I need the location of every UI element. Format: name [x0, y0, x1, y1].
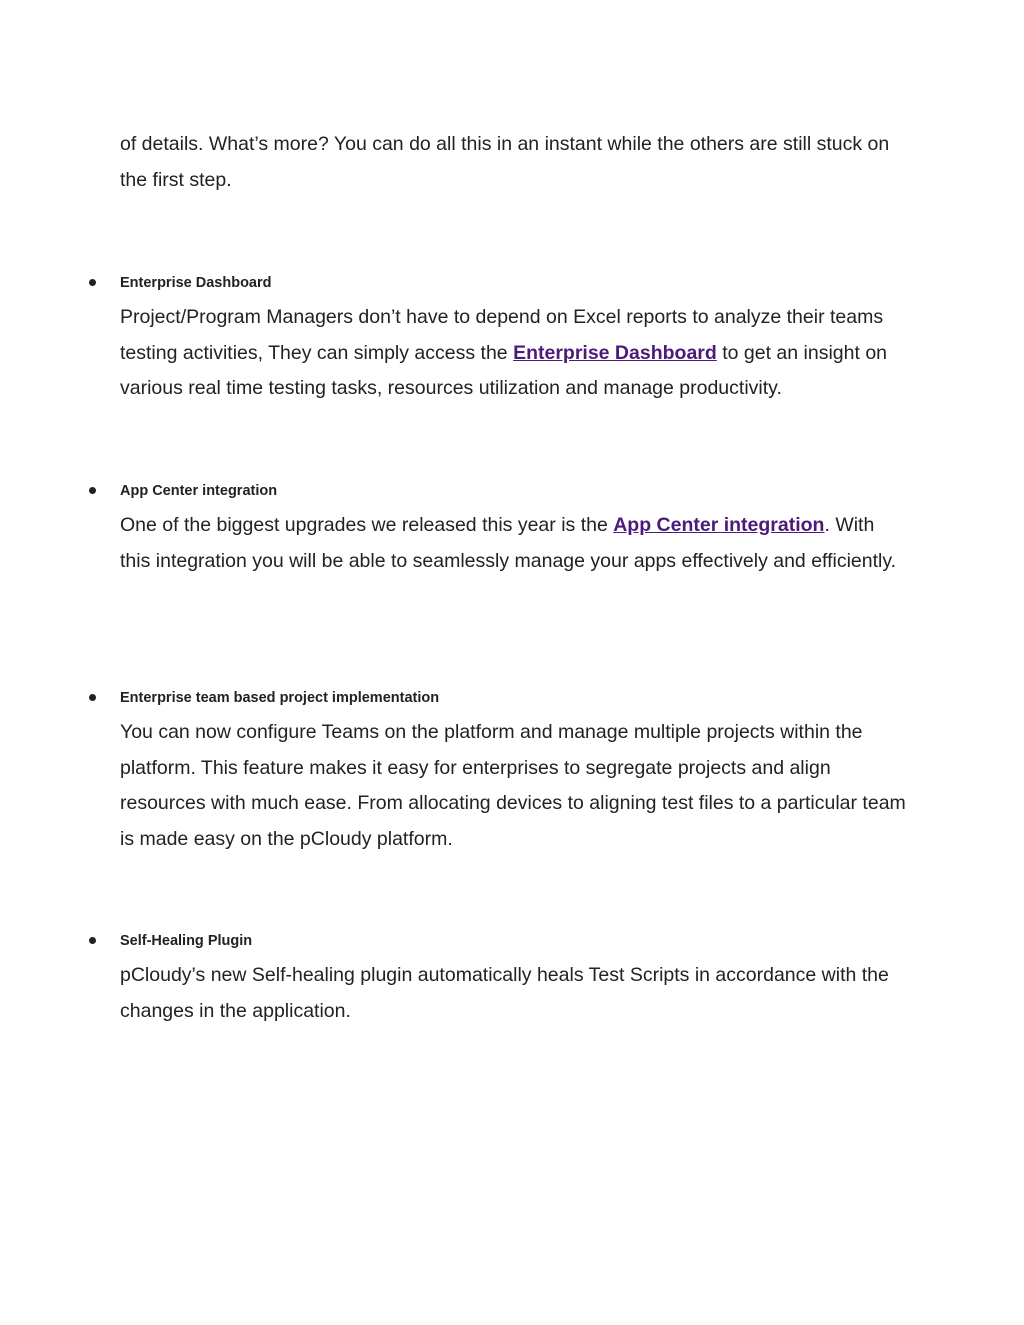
enterprise-dashboard-link[interactable]: Enterprise Dashboard [513, 341, 717, 364]
paragraph-text: . With this integration you will be able to seamlessly manage your apps effectively and efficiently. [120, 514, 897, 572]
section-heading: Enterprise Dashboard [120, 275, 272, 291]
section-paragraph: pCloudy’s new Self-healing plugin automatically heals Test Scripts in accordance with the changes in the application. [120, 964, 889, 1022]
section-team-based-projects [0, 688, 1024, 857]
list-item [0, 481, 1024, 503]
bullet-icon [89, 937, 96, 944]
section-heading: Enterprise team based project implementation [120, 690, 440, 706]
section-heading: App Center integration [120, 483, 278, 499]
section-heading: Self-Healing Plugin [120, 933, 253, 949]
list-item [0, 931, 1024, 953]
paragraph-text: Project/Program Managers don’t have to depend on Excel reports to analyze their teams testing activities, They can simply access the [120, 306, 884, 364]
section-self-healing-plugin [0, 931, 1024, 1029]
list-item [0, 273, 1024, 295]
intro-paragraph: of details. What’s more? You can do all this in an instant while the others are still stuck on the first step. [120, 133, 890, 191]
app-center-integration-link[interactable]: App Center integration [613, 514, 825, 536]
bullet-icon [89, 279, 96, 286]
paragraph-text: to get an insight on various real time testing tasks, resources utilization and manage productivity. [120, 341, 888, 399]
section-enterprise-dashboard [0, 273, 1024, 407]
section-paragraph [120, 503, 910, 579]
bullet-icon [89, 694, 96, 701]
section-paragraph: You can now configure Teams on the platform and manage multiple projects within the platform. This feature makes it easy for enterprises to segregate projects and align resources with much ease. From allocating devices to aligning test files to a particular team is made easy on the pCloudy platform. [120, 721, 906, 850]
paragraph-text: One of the biggest upgrades we released this year is the [120, 514, 614, 536]
list-item [0, 688, 1024, 710]
section-app-center-integration [0, 481, 1024, 579]
section-paragraph [120, 295, 910, 407]
bullet-icon [89, 487, 96, 494]
